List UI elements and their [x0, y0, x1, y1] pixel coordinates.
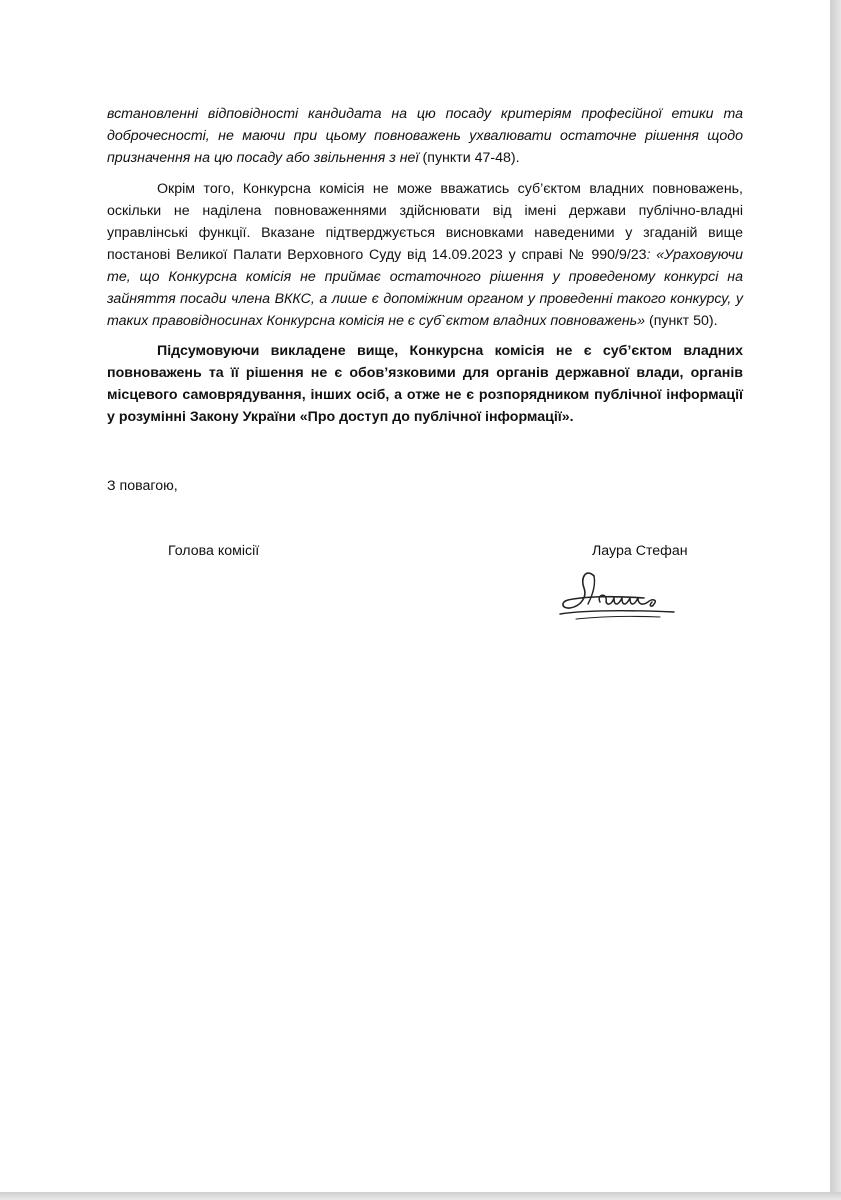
page-edge-bottom	[0, 1192, 841, 1200]
signatory-title: Голова комісії	[168, 543, 260, 559]
paragraph-criteria-ref: (пункти 47-48).	[418, 150, 520, 166]
paragraph-criteria-italic: встановленні відповідності кандидата на цю посаду критеріям професійної етики та доброчесності, не маючи при цьому повноважень ухвалювати остаточне рішення щодо призначення на цю посаду або звільнення з неї	[107, 106, 743, 166]
page-edge-right	[830, 0, 841, 1200]
paragraph-criteria	[107, 103, 743, 169]
signatory-name: Лаура Стефан	[592, 543, 688, 559]
closing-phrase: З повагою,	[107, 478, 178, 494]
paragraph-authority-quote: : «Ураховуючи те, що Конкурсна комісія не приймає остаточного рішення у проведеному конкурсі на зайняття посади члена ВККС, а лише є допоміжним органом у проведенні такого конкурсу, у таких правовідносинах Конкурсна комісія не є суб`єктом владних повноважень»	[107, 247, 743, 329]
letter-body	[107, 103, 743, 428]
paragraph-conclusion: Підсумовуючи викладене вище, Конкурсна комісія не є суб’єктом владних повноважень та її рішення не є обов’язковими для органів державної влади, органів місцевого самоврядування, інших осіб, а отже не є розпорядником публічної інформації у розумінні Закону України «Про доступ до публічної інформації».	[107, 343, 743, 425]
handwritten-signature	[556, 562, 688, 624]
paragraph-authority-text: Окрім того, Конкурсна комісія не може вважатись суб’єктом владних повноважень, оскільки не наділена повноваженнями здійснювати від імені держави публічно-владні управлінські функції. Вказане підтверджується висновками наведеними у згаданій вище постанові Великої Палати Верховного Суду від 14.09.2023 у справі № 990/9/23	[107, 181, 743, 263]
paragraph-authority	[107, 178, 743, 332]
paragraph-authority-ref: (пункт 50).	[645, 313, 718, 329]
